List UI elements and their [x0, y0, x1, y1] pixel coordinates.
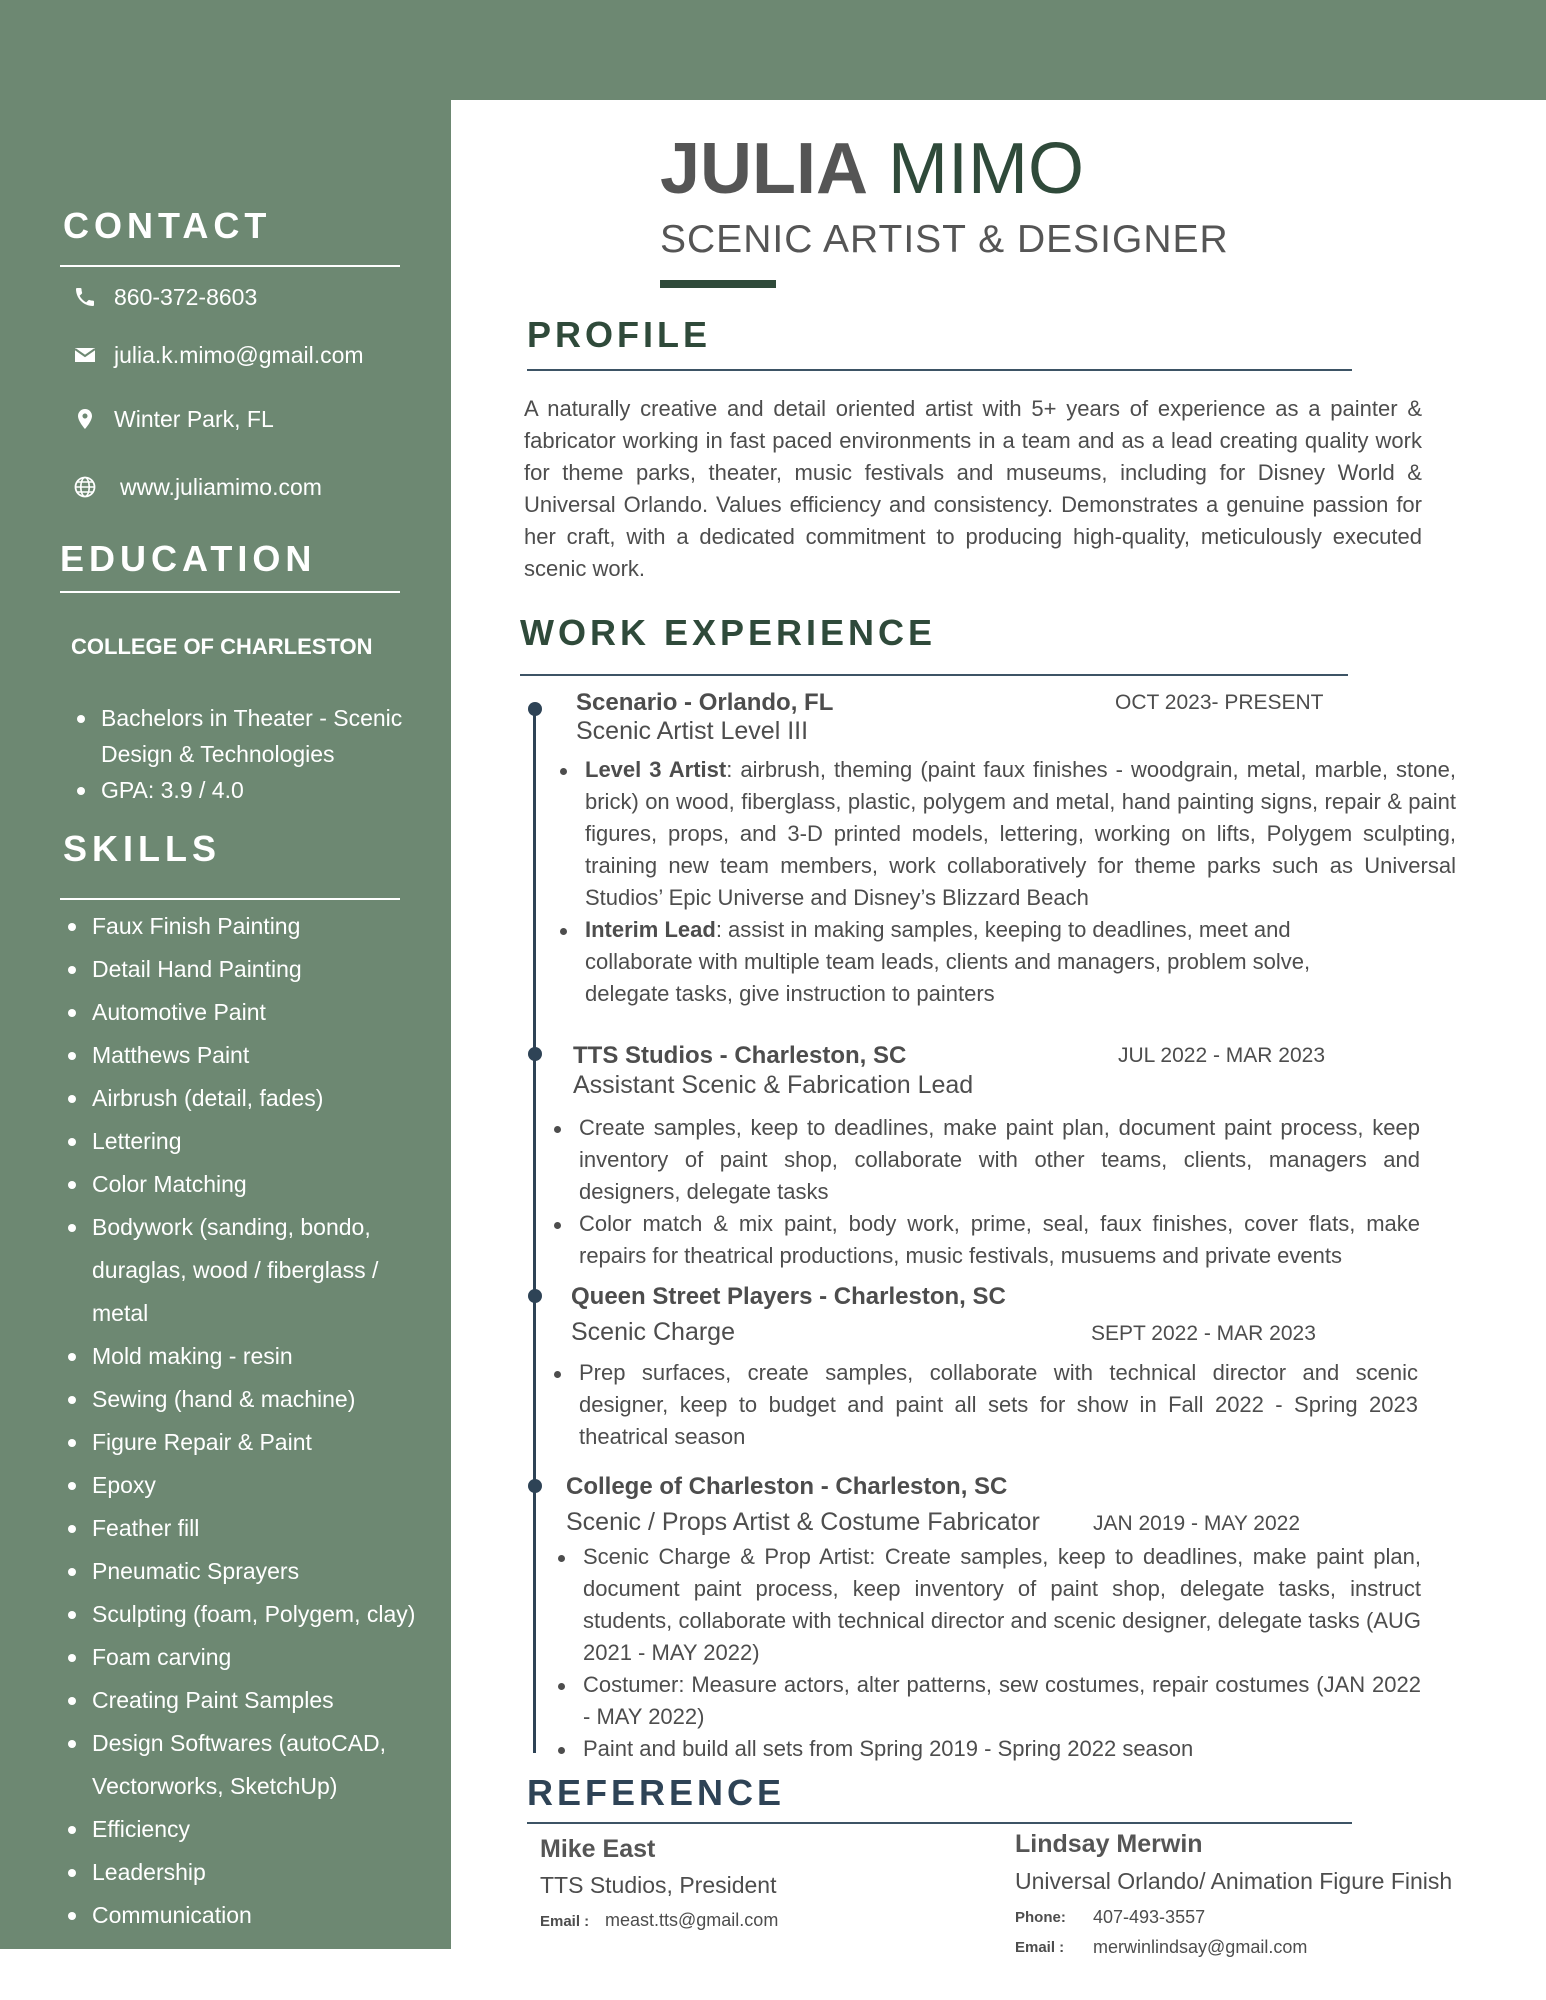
- sidebar: [0, 0, 451, 1949]
- job-role: Scenic / Props Artist & Costume Fabricator: [566, 1508, 1040, 1536]
- job-bullet: Paint and build all sets from Spring 2019 - Spring 2022 season: [583, 1733, 1421, 1765]
- education-school: COLLEGE OF CHARLESTON: [71, 634, 373, 659]
- job-role: Scenic Charge: [571, 1318, 735, 1346]
- education-divider: [60, 591, 400, 593]
- job-bullets: [579, 1357, 1418, 1453]
- skill-item: Lettering: [92, 1120, 437, 1163]
- reference-heading: REFERENCE: [527, 1772, 786, 1813]
- job-dates: JAN 2019 - MAY 2022: [1093, 1512, 1301, 1535]
- bullet-text: : airbrush, theming (paint faux finishes - woodgrain, metal, marble, stone, brick) on wood, fiberglass, plastic, polygem and metal, hand painting signs, repair & paint figures, props, and 3-D printed models, lettering, working on lifts, Polygem sculpting, training new team members, work collaboratively for theme parks such as Universal Studios’ Epic Universe and Disney’s Blizzard Beach: [585, 757, 1456, 910]
- location-text: Winter Park, FL: [114, 405, 274, 432]
- reference-role: Universal Orlando/ Animation Figure Finish: [1015, 1868, 1453, 1894]
- reference-role: TTS Studios, President: [540, 1872, 777, 1898]
- location-pin-icon: [70, 404, 100, 434]
- profile-heading: PROFILE: [527, 314, 712, 355]
- reference-divider: [527, 1822, 1352, 1824]
- job-bullet: [585, 914, 1325, 1010]
- skill-item: Sculpting (foam, Polygem, clay): [92, 1593, 437, 1636]
- skill-item: Design Softwares (autoCAD, Vectorworks, SketchUp): [92, 1722, 437, 1808]
- skill-item: Efficiency: [92, 1808, 437, 1851]
- skill-item: Color Matching: [92, 1163, 437, 1206]
- website-link[interactable]: www.juliamimo.com: [120, 473, 322, 500]
- page-title: [660, 124, 1084, 214]
- job-bullets: [579, 1112, 1420, 1272]
- job-bullet: Color match & mix paint, body work, prime, seal, faux finishes, cover flats, make repairs for theatrical productions, music festivals, musuems and private events: [579, 1208, 1420, 1272]
- skill-item: Epoxy: [92, 1464, 437, 1507]
- reference-phone-label: Phone:: [1015, 1909, 1066, 1926]
- timeline-dot: [528, 1289, 542, 1303]
- bullet-label: Interim Lead: [585, 917, 716, 942]
- profile-text: A naturally creative and detail oriented artist with 5+ years of experience as a painter & fabricator working in fast paced environments in a team and as a lead creating quality work for theme parks, theater, music festivals and museums, including for Disney World & Universal Orlando. Values efficiency and consistency. Demonstrates a genuine passion for her craft, with a dedicated commitment to producing high-quality, meticulously executed scenic work.: [524, 396, 1422, 581]
- job-company: College of Charleston - Charleston, SC: [566, 1473, 1008, 1500]
- reference-name: Lindsay Merwin: [1015, 1830, 1203, 1858]
- reference-email-label: Email :: [540, 1913, 590, 1930]
- skill-item: Communication: [92, 1894, 437, 1937]
- contact-heading: CONTACT: [63, 205, 272, 246]
- contact-email: [70, 340, 364, 370]
- bullet-label: Level 3 Artist: [585, 757, 727, 782]
- skills-divider: [60, 898, 400, 900]
- skill-item: Detail Hand Painting: [92, 948, 437, 991]
- job-bullet: Prep surfaces, create samples, collaborate with technical director and scenic designer, keep to budget and paint all sets for show in Fall 2022 - Spring 2023 theatrical season: [579, 1357, 1418, 1453]
- first-name: JULIA: [660, 129, 869, 209]
- timeline-dot: [528, 1479, 542, 1493]
- envelope-icon: [70, 340, 100, 370]
- skill-item: Feather fill: [92, 1507, 437, 1550]
- skill-item: Foam carving: [92, 1636, 437, 1679]
- contact-location: [70, 404, 274, 434]
- job-bullet: Scenic Charge & Prop Artist: Create samples, keep to deadlines, make paint plan, document paint process, keep inventory of paint shop, delegate tasks, instruct students, collaborate with technical director and scenic designer, delegate tasks (AUG 2021 - MAY 2022): [583, 1541, 1421, 1669]
- skill-item: Matthews Paint: [92, 1034, 437, 1077]
- skill-item: Mold making - resin: [92, 1335, 437, 1378]
- contact-phone: [70, 282, 257, 312]
- job-company: Queen Street Players - Charleston, SC: [571, 1283, 1006, 1310]
- reference-email[interactable]: meast.tts@gmail.com: [605, 1910, 779, 1930]
- bullet-text: : assist in making samples, keeping to deadlines, meet and collaborate with multiple team leads, clients and managers, problem solve, delegate tasks, give instruction to painters: [585, 917, 1311, 1006]
- skill-item: Pneumatic Sprayers: [92, 1550, 437, 1593]
- globe-icon: [70, 472, 100, 502]
- job-bullets: [585, 754, 1456, 1010]
- skill-item: Airbrush (detail, fades): [92, 1077, 437, 1120]
- last-name: MIMO: [888, 129, 1085, 209]
- reference-email-label: Email :: [1015, 1939, 1065, 1956]
- job-company: TTS Studios - Charleston, SC: [573, 1042, 907, 1069]
- profile-divider: [527, 369, 1352, 371]
- education-list: [101, 700, 421, 808]
- timeline-dot: [528, 1047, 542, 1061]
- skill-item: Automotive Paint: [92, 991, 437, 1034]
- job-dates: JUL 2022 - MAR 2023: [1118, 1044, 1325, 1067]
- skill-item: Creating Paint Samples: [92, 1679, 437, 1722]
- skills-heading: SKILLS: [63, 828, 222, 869]
- skills-list: [92, 905, 437, 1937]
- job-bullet: [585, 754, 1456, 914]
- education-gpa: GPA: 3.9 / 4.0: [101, 772, 421, 808]
- title-underline: [660, 280, 776, 288]
- experience-divider: [520, 674, 1348, 676]
- reference-phone[interactable]: 407-493-3557: [1093, 1907, 1206, 1927]
- reference-email[interactable]: merwinlindsay@gmail.com: [1093, 1937, 1308, 1957]
- skill-item: Leadership: [92, 1851, 437, 1894]
- contact-website: [70, 472, 322, 502]
- phone-icon: [70, 282, 100, 312]
- email-address[interactable]: julia.k.mimo@gmail.com: [114, 341, 364, 368]
- job-company: Scenario - Orlando, FL: [576, 689, 834, 716]
- skill-item: Faux Finish Painting: [92, 905, 437, 948]
- job-bullet: Create samples, keep to deadlines, make paint plan, document paint process, keep inventory of paint shop, collaborate with other teams, clients, managers and designers, delegate tasks: [579, 1112, 1420, 1208]
- job-bullets: [583, 1541, 1421, 1765]
- experience-heading: WORK EXPERIENCE: [520, 612, 937, 653]
- education-heading: EDUCATION: [60, 538, 317, 579]
- skill-item: Bodywork (sanding, bondo, duraglas, wood / fiberglass / metal: [92, 1206, 437, 1335]
- contact-divider: [60, 265, 400, 267]
- reference-name: Mike East: [540, 1835, 656, 1863]
- experience-timeline: [533, 705, 536, 1753]
- job-title: SCENIC ARTIST & DESIGNER: [660, 218, 1229, 261]
- timeline-dot: [528, 702, 542, 716]
- job-bullet: Costumer: Measure actors, alter patterns, sew costumes, repair costumes (JAN 2022 - MAY 2022): [583, 1669, 1421, 1733]
- education-degree: Bachelors in Theater - Scenic Design & Technologies: [101, 700, 421, 772]
- skill-item: Figure Repair & Paint: [92, 1421, 437, 1464]
- phone-number[interactable]: 860-372-8603: [114, 283, 258, 310]
- skill-item: Sewing (hand & machine): [92, 1378, 437, 1421]
- job-role: Assistant Scenic & Fabrication Lead: [573, 1071, 974, 1099]
- job-role: Scenic Artist Level III: [576, 717, 809, 745]
- job-dates: SEPT 2022 - MAR 2023: [1091, 1322, 1316, 1345]
- job-dates: OCT 2023- PRESENT: [1115, 691, 1324, 714]
